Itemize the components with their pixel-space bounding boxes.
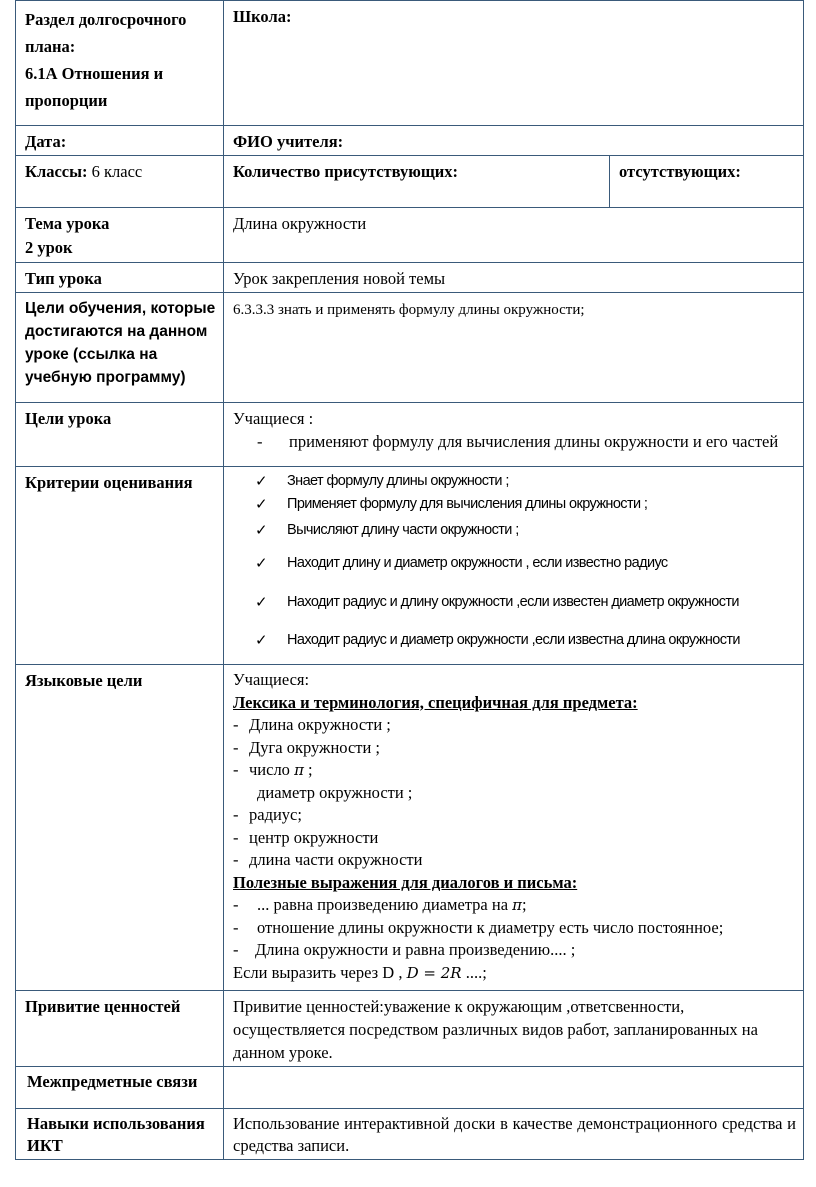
section-value: 6.1А Отношения и пропорции [25, 64, 164, 110]
lesson-goals-label-cell [16, 403, 224, 467]
lesson-goals-item: применяют формулу для вычисления длины окружности и его частей [289, 432, 779, 451]
lesson-goals-label: Цели урока [25, 409, 112, 428]
lexicon-item: - Длина окружности ; [233, 715, 391, 734]
checkmark-icon: ✓ [255, 554, 267, 572]
row-section [16, 1, 804, 126]
row-ict [16, 1109, 804, 1160]
language-intro: Учащиеся: [233, 670, 310, 689]
classes-label: Классы: [25, 162, 88, 181]
phrase-item: - отношение длины окружности к диаметру есть число постоянное; [233, 917, 724, 937]
topic-label-cell [16, 208, 224, 263]
pi-symbol: π [294, 761, 304, 779]
values-value: Привитие ценностей:уважение к окружающим ,ответсвенности, осуществляется посредством различных видов работ, запланированных на данном уроке. [233, 997, 758, 1062]
criteria-value-cell [224, 467, 804, 665]
absent-cell [610, 156, 804, 208]
pi-symbol: π [512, 896, 523, 914]
ict-label-cell [16, 1109, 224, 1160]
ict-value: Использование интерактивной доски в качестве демонстрационного средства и средства записи. [233, 1114, 797, 1155]
criteria-item: ✓ Применяет формулу для вычисления длины окружности ; [233, 493, 796, 516]
row-criteria [16, 467, 804, 665]
row-classes [16, 156, 804, 208]
checkmark-icon: ✓ [255, 593, 267, 611]
date-label: Дата: [25, 132, 67, 151]
learning-goals-value-cell [224, 293, 804, 403]
criteria-label: Критерии оценивания [25, 473, 193, 492]
criteria-item: ✓ Находит радиус и диаметр окружности ,если известна длина окружности [233, 622, 796, 658]
row-interdisciplinary [16, 1067, 804, 1109]
lexicon-item: - радиус; [233, 805, 302, 824]
ict-value-cell [224, 1109, 804, 1160]
lesson-goals-item-row [233, 430, 796, 453]
lexicon-heading: Лексика и терминология, специфичная для предмета: [233, 692, 638, 712]
date-cell [16, 126, 224, 156]
school-cell [224, 1, 804, 126]
phrase-item: - Длина окружности и равна произведению.... ; [233, 940, 576, 959]
section-cell [16, 1, 224, 126]
lesson-goals-value-cell [224, 403, 804, 467]
learning-goals-label-cell [16, 293, 224, 403]
type-label: Тип урока [25, 269, 102, 288]
lexicon-item: - длина части окружности [233, 850, 423, 869]
row-date [16, 126, 804, 156]
type-value: Урок закрепления новой темы [233, 269, 446, 288]
lesson-plan-table [15, 0, 804, 1160]
phrases-heading: Полезные выражения для диалогов и письма: [233, 872, 578, 892]
row-lesson-type [16, 263, 804, 293]
topic-value-cell [224, 208, 804, 263]
row-lesson-goals [16, 403, 804, 467]
topic-label: Тема урока [25, 214, 110, 233]
lesson-plan-sheet [15, 0, 803, 1160]
language-label-cell [16, 665, 224, 991]
row-learning-goals [16, 293, 804, 403]
criteria-item: ✓ Находит длину и диаметр окружности , если известно радиус [233, 544, 796, 582]
criteria-item: ✓ Находит радиус и длину окружности ,если известен диаметр окружности [233, 582, 796, 622]
ict-label: Навыки использования ИКТ [27, 1114, 205, 1155]
learning-goals-label: Цели обучения, которые достигаются на данном уроке (ссылка на учебную программу) [25, 300, 216, 386]
row-language-goals [16, 665, 804, 991]
topic-value: Длина окружности [233, 214, 367, 233]
lesson-goals-intro: Учащиеся : [233, 409, 314, 428]
present-cell [224, 156, 610, 208]
learning-goals-value: 6.3.3.3 знать и применять формулу длины окружности; [233, 302, 585, 318]
criteria-label-cell [16, 467, 224, 665]
type-value-cell [224, 263, 804, 293]
row-topic [16, 208, 804, 263]
section-label: Раздел долгосрочного плана: [25, 10, 187, 56]
checkmark-icon: ✓ [255, 521, 267, 539]
language-value-cell [224, 665, 804, 991]
teacher-cell [224, 126, 804, 156]
present-label: Количество присутствующих: [233, 162, 459, 181]
criteria-item: ✓ Знает формулу длины окружности ; [233, 469, 796, 493]
phrase-item: Если выразить через D , D = 2R ....; [233, 962, 487, 982]
interdisciplinary-label-cell [16, 1067, 224, 1109]
checkmark-icon: ✓ [255, 496, 267, 513]
criteria-item: ✓ Вычисляют длину части окружности ; [233, 516, 796, 544]
absent-label: отсутствующих: [619, 162, 741, 181]
formula: D = 2R [406, 963, 462, 982]
lexicon-item: - Дуга окружности ; [233, 737, 381, 757]
lexicon-item: - центр окружности [233, 827, 379, 847]
values-label-cell [16, 991, 224, 1067]
lesson-number: 2 урок [25, 238, 73, 257]
type-label-cell [16, 263, 224, 293]
classes-value: 6 класс [87, 162, 143, 181]
teacher-label: ФИО учителя: [233, 132, 344, 151]
values-label: Привитие ценностей [25, 997, 181, 1016]
lexicon-item: диаметр окружности ; [257, 782, 413, 802]
classes-cell [16, 156, 224, 208]
interdisciplinary-value-cell [224, 1067, 804, 1109]
row-values [16, 991, 804, 1067]
phrase-item: - ... равна произведению диаметра на π; [233, 895, 527, 914]
checkmark-icon: ✓ [255, 472, 267, 490]
values-value-cell [224, 991, 804, 1067]
lexicon-item: - число π ; [233, 760, 313, 779]
school-label: Школа: [233, 7, 292, 26]
checkmark-icon: ✓ [255, 631, 267, 649]
dash-marker: - [257, 432, 263, 451]
interdisciplinary-label: Межпредметные связи [27, 1072, 198, 1091]
language-label: Языковые цели [25, 671, 143, 690]
